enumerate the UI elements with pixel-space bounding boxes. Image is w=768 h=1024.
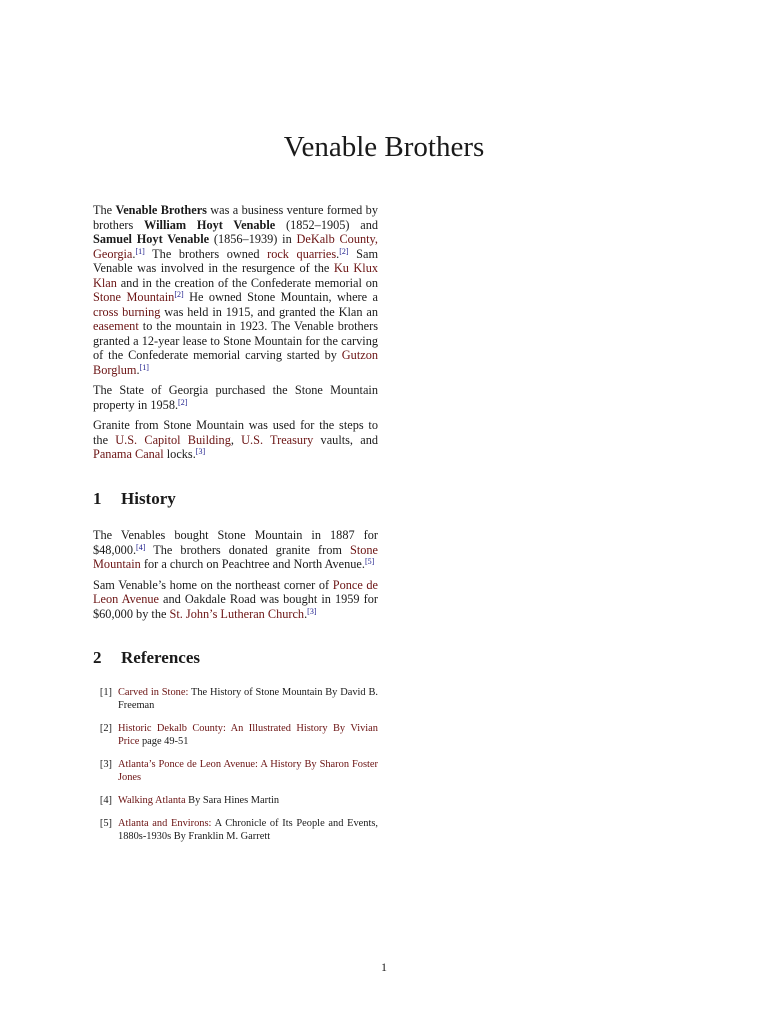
reference-item — [93, 722, 378, 748]
citation-link[interactable]: [1] — [139, 362, 149, 372]
intro-paragraph-3 — [93, 418, 378, 462]
text: to the mountain in 1923. The Venable brothers granted a 12-year lease to Stone Mountain for the carving of the Confederate memorial carving started by — [93, 319, 378, 362]
section-title: History — [121, 488, 176, 508]
citation-link[interactable]: [1] — [135, 246, 145, 256]
text: , — [230, 432, 242, 447]
text: . — [304, 606, 308, 621]
link-gutzon-borglum[interactable]: Gutzon Borglum — [93, 348, 378, 377]
text: and in the creation of the Confederate memorial on — [116, 275, 378, 290]
link-ponce-de-leon-avenue[interactable]: Ponce de Leon Avenue — [93, 577, 379, 606]
reference-text: A Chronicle of Its People and Events, 1880s-1930s By Franklin M. Garrett — [118, 817, 378, 842]
reference-link[interactable]: Carved in Stone: — [118, 686, 189, 698]
text: The Venables bought Stone Mountain in 1887 for $48,000. — [93, 528, 378, 557]
reference-link[interactable]: Atlanta and Environs: — [118, 817, 212, 829]
reference-item — [93, 758, 378, 784]
section-title: References — [121, 648, 200, 667]
reference-number: [2] — [99, 722, 112, 734]
link-cross-burning[interactable]: cross burning — [93, 304, 161, 319]
citation-link[interactable]: [3] — [195, 447, 206, 456]
text: (1852–1905) and — [275, 217, 378, 232]
page-number: 1 — [381, 960, 387, 974]
bold-term: Samuel Hoyt Venable — [93, 232, 210, 246]
text: The brothers donated granite from — [145, 542, 350, 557]
citation-link[interactable]: [3] — [307, 606, 317, 616]
page-title: Venable Brothers — [283, 131, 485, 164]
reference-link[interactable]: Historic Dekalb County: An Illustrated History By Vivian Price — [118, 722, 378, 747]
link-ku-klux-klan[interactable]: Ku Klux Klan — [93, 261, 378, 290]
reference-item — [93, 686, 378, 712]
section-number: 1 — [93, 488, 102, 508]
text: He owned Stone Mountain, where a — [183, 290, 379, 304]
link-us-treasury[interactable]: U.S. Treasury — [241, 432, 314, 447]
citation-link[interactable]: [2] — [174, 290, 184, 299]
reference-number: [4] — [99, 794, 112, 806]
citation-link[interactable]: [2] — [339, 246, 349, 256]
reference-link[interactable]: Atlanta’s Ponce de Leon Avenue: A History By Sharon Foster Jones — [118, 758, 378, 783]
reference-text: page 49-51 — [139, 735, 189, 747]
text: The brothers owned — [144, 246, 268, 261]
link-st-johns-lutheran-church[interactable]: St. John’s Lutheran Church — [169, 606, 305, 621]
link-stone-mountain[interactable]: Stone Mountain — [93, 290, 175, 304]
reference-list — [93, 686, 378, 843]
bold-term: William Hoyt Venable — [144, 217, 276, 232]
link-us-capitol-building[interactable]: U.S. Capitol Building — [115, 432, 231, 447]
link-easement[interactable]: easement — [93, 319, 139, 333]
citation-link[interactable]: [4] — [136, 542, 146, 552]
intro-paragraph-1 — [93, 203, 378, 377]
text: . — [336, 246, 340, 261]
citation-link[interactable]: [2] — [178, 397, 188, 407]
text: was a business venture formed by brothers — [93, 203, 378, 232]
link-panama-canal[interactable]: Panama Canal — [93, 447, 164, 461]
reference-number: [1] — [99, 686, 112, 698]
text: and Oakdale Road was bought in 1959 for $60,000 by the — [93, 592, 378, 621]
text: . — [136, 362, 140, 377]
text: The — [93, 203, 116, 217]
reference-item — [93, 794, 378, 807]
section-heading-history — [93, 488, 378, 508]
reference-number: [3] — [99, 758, 112, 770]
text: was held in 1915, and granted the Klan an — [160, 304, 378, 319]
citation-link[interactable]: [5] — [364, 557, 375, 566]
reference-link[interactable]: Walking Atlanta — [118, 794, 186, 806]
link-stone-mountain[interactable]: Stone Mountain — [93, 542, 378, 571]
reference-item — [93, 817, 378, 843]
history-paragraph-2 — [93, 578, 378, 622]
text: . — [132, 246, 136, 261]
link-rock-quarries[interactable]: rock quarries — [267, 246, 337, 261]
text: Sam Venable was involved in the resurgence of the — [93, 246, 379, 275]
text: for a church on Peachtree and North Avenue. — [140, 557, 365, 571]
intro-paragraph-2 — [93, 383, 378, 412]
section-number: 2 — [93, 648, 102, 667]
text: vaults, and — [313, 432, 378, 447]
text: (1856–1939) in — [209, 232, 297, 246]
reference-text: The History of Stone Mountain By David B. Freeman — [118, 686, 378, 711]
bold-term: Venable Brothers — [115, 203, 207, 217]
history-paragraph-1 — [93, 528, 378, 572]
article-body — [93, 203, 378, 853]
text: Sam Venable’s home on the northeast corner of — [93, 577, 333, 592]
reference-text: By Sara Hines Martin — [185, 794, 280, 806]
text: Granite from Stone Mountain was used for the steps to the — [93, 418, 378, 447]
link-dekalb-county[interactable]: DeKalb County, Georgia — [93, 232, 378, 261]
text: The State of Georgia purchased the Stone Mountain property in 1958. — [93, 383, 378, 412]
text: locks. — [163, 447, 196, 461]
section-heading-references — [93, 648, 378, 667]
reference-number: [5] — [99, 817, 112, 829]
